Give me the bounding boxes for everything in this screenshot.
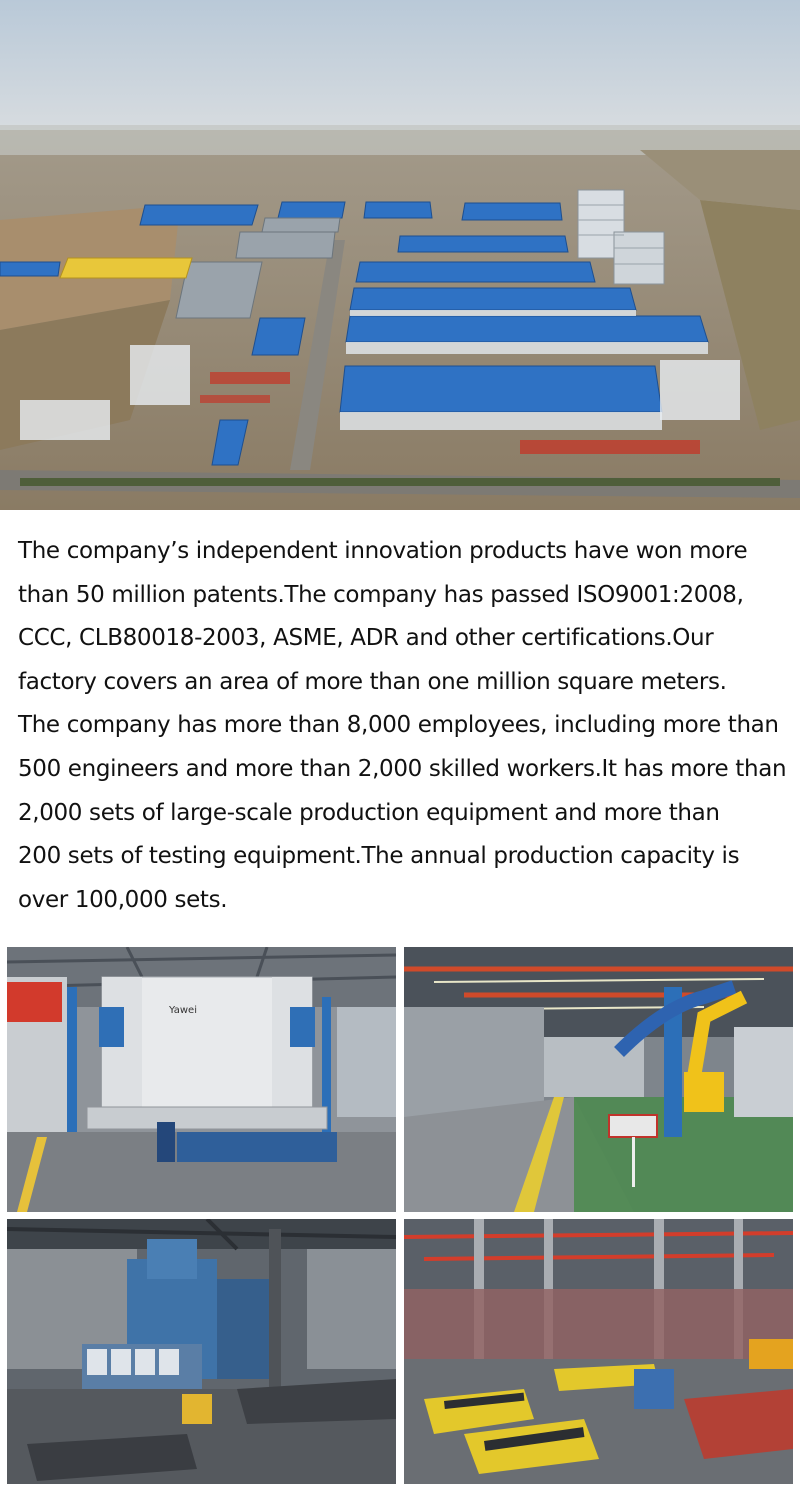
description-line: over 100,000 sets. [18,886,228,913]
press-brake-workshop-photo [7,947,396,1212]
description-line: factory covers an area of more than one million square meters. [18,668,727,695]
machine-brand-text: Yawei [169,1005,197,1016]
description-line: than 50 million patents.The company has passed ISO9001:2008, [18,581,744,608]
robotic-welding-photo [404,947,793,1212]
assembly-workshop-photo [404,1219,793,1484]
factory-aerial-photo [0,0,800,510]
description-line: The company has more than 8,000 employees, including more than [18,712,779,739]
description-line: The company’s independent innovation products have won more [18,538,748,564]
shot-blasting-photo [7,1219,396,1484]
description-line: 200 sets of testing equipment.The annual production capacity is [18,843,740,870]
description-line: 2,000 sets of large-scale production equipment and more than [18,799,720,826]
company-description [18,530,793,922]
description-line: CCC, CLB80018-2003, ASME, ADR and other certifications.Our [18,625,714,652]
description-line: 500 engineers and more than 2,000 skilled workers.It has more than [18,755,787,782]
